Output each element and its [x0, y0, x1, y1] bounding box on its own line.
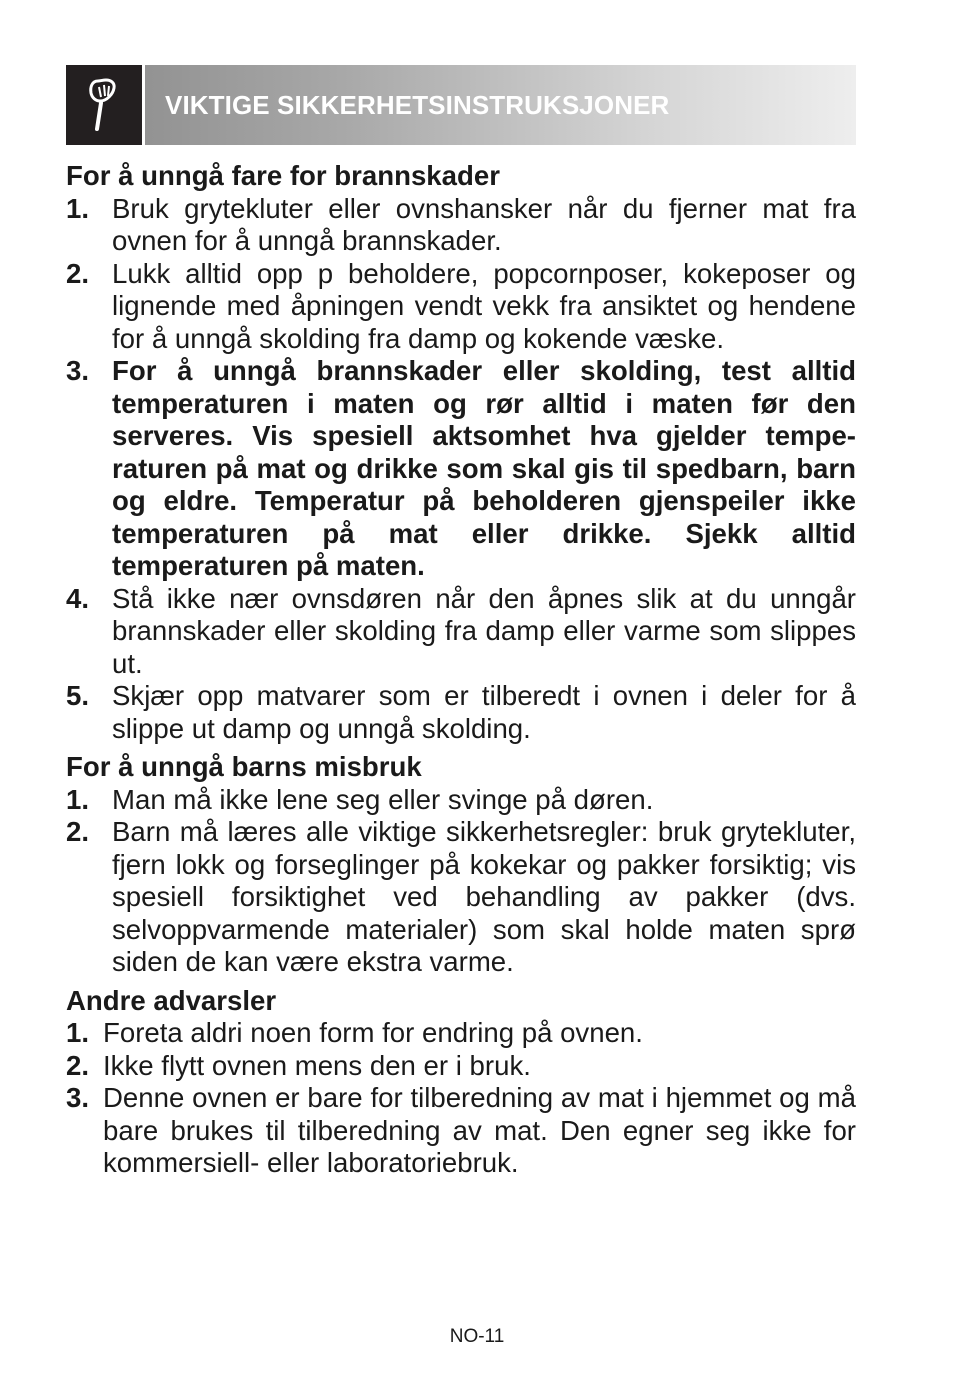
item-text: Skjær opp matvarer som er tilberedt i ovnen i deler for å slippe ut damp og unngå skolding.: [112, 680, 856, 744]
section-burn-prevention: [66, 160, 856, 745]
list-item: [66, 816, 856, 979]
list-item: [66, 193, 856, 258]
item-text: Denne ovnen er bare for tilberedning av mat i hjemmet og må bare brukes til tilberedning av mat. Den egner seg ikke for kommersiell- eller laboratoriebruk.: [103, 1082, 856, 1178]
item-text: Barn må læres alle viktige sikkerhetsregler: bruk grytekluter, fjern lokk og forseglinger på kokekar og pakker forsiktig; vis spesiell forsiktighet ved behandling av pakker (dvs. selvoppvarmende materialer) som skal holde maten sprø siden de kan være ekstra varme.: [112, 816, 856, 977]
item-number: 3.: [66, 355, 90, 386]
item-text: For å unngå brannskader eller skolding, test alltid temperaturen i maten og rør alltid i maten før den serveres. Vis spesiell aktsomhet hva gjelder temperaturen på mat og drikke som skal gis til spedbarn, barn og eldre. Temperatur på beholderen gjenspeiler ikke temperaturen på mat eller drikke. Sjekk alltid temperaturen på maten.: [112, 355, 856, 581]
section-header: [66, 65, 856, 145]
item-text: Bruk grytekluter eller ovnshansker når du fjerner mat fra ovnen for å unngå brannskader.: [112, 192, 856, 256]
item-number: 4.: [66, 582, 90, 614]
section-other-warnings: [66, 985, 856, 1180]
item-number: 2.: [66, 257, 90, 289]
item-number: 5.: [66, 680, 90, 711]
item-text: Man må ikke lene seg eller svinge på døren.: [112, 783, 654, 815]
list-item: [66, 1082, 856, 1180]
item-number: 1.: [66, 783, 90, 815]
item-number: 2.: [66, 1049, 90, 1081]
document-body: [66, 160, 856, 1186]
section-child-misuse: [66, 751, 856, 979]
item-text: Ikke flytt ovnen mens den er i bruk.: [103, 1049, 531, 1081]
item-number: 1.: [66, 192, 90, 224]
section-title: For å unngå fare for brannskader: [66, 160, 500, 191]
list-item: [66, 680, 856, 745]
list-item: [66, 583, 856, 681]
item-text: Stå ikke nær ovnsdøren når den åpnes slik at du unngår brannskader eller skolding fra damp eller varme som slippes ut.: [112, 582, 856, 679]
page-title: VIKTIGE SIKKERHETSINSTRUKSJONER: [165, 90, 670, 120]
item-number: 1.: [66, 1017, 90, 1048]
item-number: 3.: [66, 1082, 90, 1113]
icon-container: [66, 65, 145, 145]
page-number: NO-11: [449, 1326, 505, 1347]
item-text: Foreta aldri noen form for endring på ovnen.: [103, 1017, 643, 1048]
section-title: Andre advarsler: [66, 984, 277, 1016]
item-text: Lukk alltid opp p beholdere, popcornposer, kokeposer og lignende med åpningen vendt vekk fra ansiktet og hendene for å unngå skolding fra damp og kokende væske.: [112, 257, 856, 354]
section-title: For å unngå barns misbruk: [66, 751, 422, 782]
warning-hand-icon: [87, 77, 121, 133]
list-item: [66, 258, 856, 356]
item-number: 2.: [66, 816, 90, 847]
list-item: [66, 1017, 856, 1050]
list-item: [66, 1050, 856, 1083]
list-item: [66, 784, 856, 817]
list-item: [66, 355, 856, 583]
